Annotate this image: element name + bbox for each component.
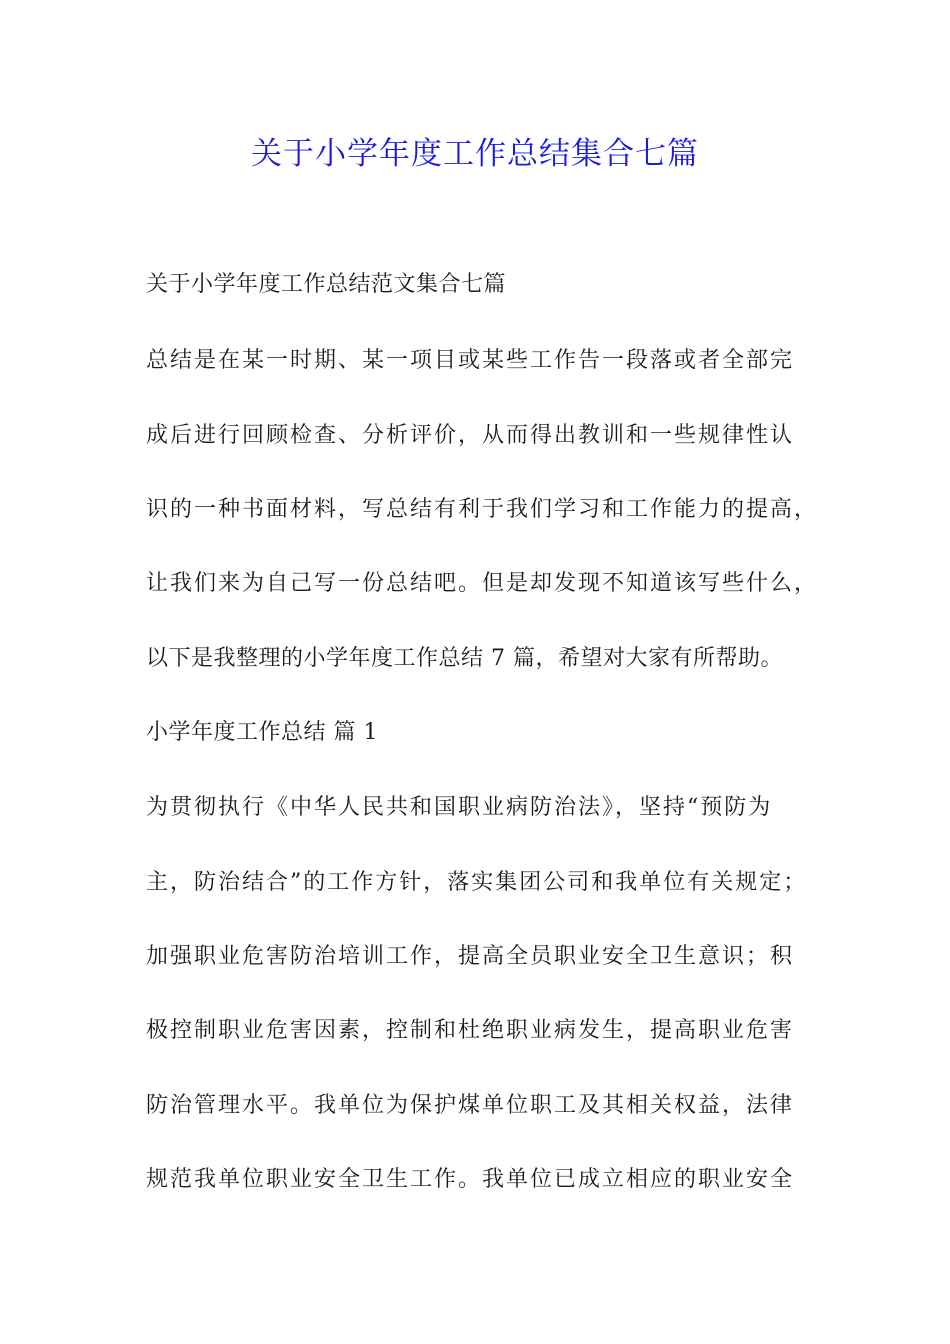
- document-title: 关于小学年度工作总结集合七篇: [251, 136, 699, 172]
- document-subtitle: 关于小学年度工作总结范文集合七篇: [146, 272, 507, 297]
- intro-line: 以下是我整理的小学年度工作总结 7 篇，希望对大家有所帮助。: [146, 646, 783, 671]
- intro-line: 让我们来为自己写一份总结吧。但是却发现不知道该写些什么，: [146, 571, 819, 596]
- intro-line: 识的一种书面材料，写总结有利于我们学习和工作能力的提高，: [146, 497, 819, 522]
- section-line: 规范我单位职业安全卫生工作。我单位已成立相应的职业安全: [146, 1167, 795, 1192]
- section-line: 为贯彻执行《中华人民共和国职业病防治法》，坚持“预防为: [146, 795, 773, 820]
- section-line: 防治管理水平。我单位为保护煤单位职工及其相关权益，法律: [146, 1093, 795, 1118]
- intro-line: 成后进行回顾检查、分析评价，从而得出教训和一些规律性认: [146, 423, 795, 448]
- section-heading: 小学年度工作总结 篇 1: [146, 720, 378, 745]
- section-line: 极控制职业危害因素，控制和杜绝职业病发生，提高职业危害: [146, 1018, 795, 1043]
- section-line: 主，防治结合”的工作方针，落实集团公司和我单位有关规定；: [146, 870, 808, 895]
- section-line: 加强职业危害防治培训工作，提高全员职业安全卫生意识；积: [146, 944, 795, 969]
- intro-line: 总结是在某一时期、某一项目或某些工作告一段落或者全部完: [146, 348, 795, 373]
